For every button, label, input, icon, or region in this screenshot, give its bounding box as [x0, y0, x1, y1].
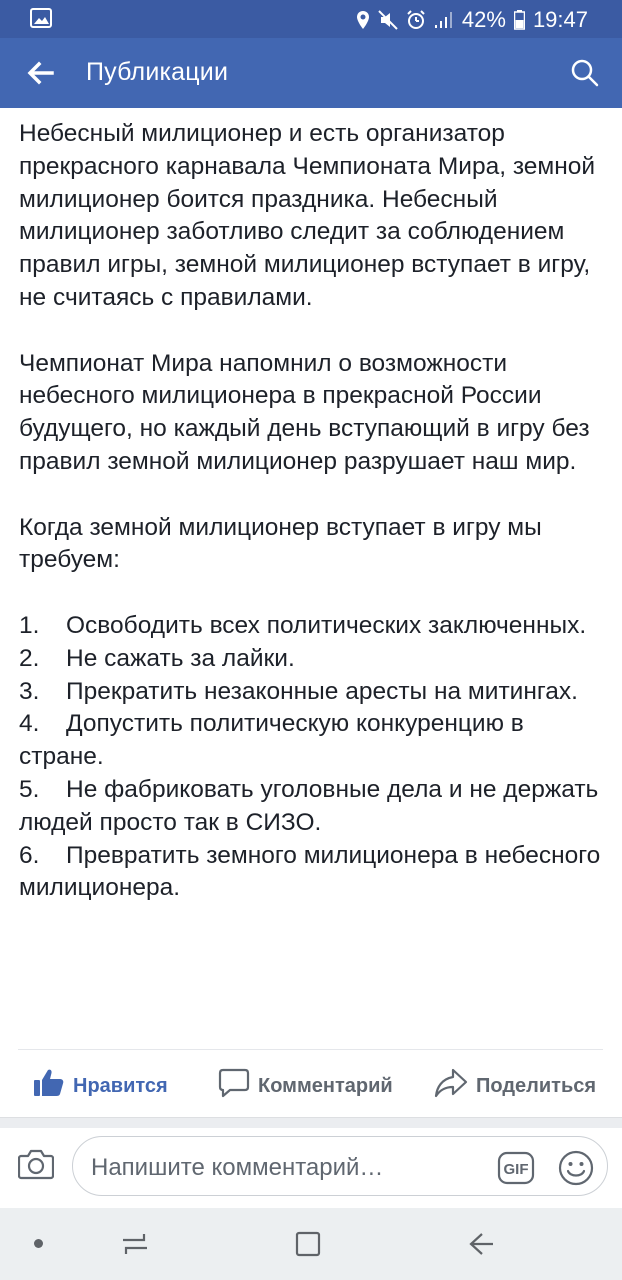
list-number: 6.: [19, 841, 40, 869]
divider: [18, 1049, 603, 1050]
list-item: [19, 708, 609, 774]
home-icon[interactable]: [294, 1230, 322, 1263]
battery-icon: [514, 10, 525, 30]
signal-icon: [434, 11, 454, 29]
list-item: [19, 840, 609, 906]
location-icon: [356, 10, 370, 30]
page-title: Публикации: [86, 58, 229, 86]
gallery-icon: [30, 8, 52, 33]
share-button[interactable]: [434, 1068, 596, 1104]
section-divider: [0, 1117, 622, 1128]
list-item: [19, 643, 609, 676]
status-bar: [0, 0, 622, 38]
camera-icon[interactable]: [18, 1148, 54, 1185]
list-text: Не фабриковать уголовные дела и не держать людей просто так в СИЗО.: [19, 775, 599, 836]
search-icon[interactable]: [570, 58, 600, 88]
list-number: 4.: [19, 710, 40, 738]
emoji-icon[interactable]: [557, 1149, 595, 1192]
comment-input-field[interactable]: [72, 1136, 608, 1196]
list-text: Прекратить незаконные аресты на митингах.: [66, 677, 578, 705]
nav-dot-icon[interactable]: [34, 1239, 43, 1248]
thumbs-up-icon: [33, 1068, 65, 1104]
back-arrow-icon[interactable]: [22, 55, 58, 91]
list-number: 2.: [19, 644, 40, 672]
gif-button[interactable]: [497, 1151, 535, 1190]
list-text: Допустить политическую конкуренцию в стране.: [19, 710, 524, 771]
share-arrow-icon: [434, 1068, 468, 1104]
nav-back-icon[interactable]: [466, 1230, 496, 1263]
list-number: 3.: [19, 677, 40, 705]
recent-apps-icon[interactable]: [120, 1230, 150, 1263]
list-number: 1.: [19, 611, 40, 639]
post-text: [19, 118, 609, 905]
like-label: Нравится: [73, 1074, 168, 1097]
comment-button[interactable]: [218, 1068, 393, 1104]
gif-label: GIF: [503, 1161, 529, 1178]
mute-icon: [378, 10, 398, 30]
share-label: Поделиться: [476, 1074, 597, 1097]
demands-list: [19, 610, 609, 905]
list-text: Превратить земного милиционера в небесного милиционера.: [19, 841, 601, 902]
status-icons: [356, 7, 588, 33]
comment-label: Комментарий: [258, 1074, 393, 1097]
list-item: [19, 774, 609, 840]
post-actions: [0, 1058, 622, 1114]
alarm-icon: [406, 10, 426, 30]
list-text: Освободить всех политических заключенных.: [66, 611, 587, 639]
post-paragraph: Чемпионат Мира напомнил о возможности небесного милиционера в прекрасной России будущего, но каждый день вступающий в игру без правил земной милиционер разрушает наш мир.: [19, 349, 590, 475]
post-paragraph: Когда земной милиционер вступает в игру мы требуем:: [19, 513, 542, 574]
list-item: [19, 676, 609, 709]
system-nav-bar: [0, 1208, 622, 1280]
like-button[interactable]: [33, 1068, 168, 1104]
comment-bubble-icon: [218, 1068, 250, 1104]
list-item: [19, 610, 609, 643]
clock: 19:47: [532, 7, 588, 32]
comment-input[interactable]: [89, 1150, 473, 1186]
battery-percent: 42%: [461, 7, 506, 32]
list-text: Не сажать за лайки.: [66, 644, 295, 672]
post-paragraph: Небесный милиционер и есть организатор прекрасного карнавала Чемпионата Мира, земной милиционер боится праздника. Небесный милиционер заботливо следит за соблюдением правил игры, земной милиционер вступает в игру, не считаясь с правилами.: [19, 120, 596, 311]
app-bar: [0, 38, 622, 108]
list-number: 5.: [19, 775, 40, 803]
comment-bar: [0, 1128, 622, 1208]
